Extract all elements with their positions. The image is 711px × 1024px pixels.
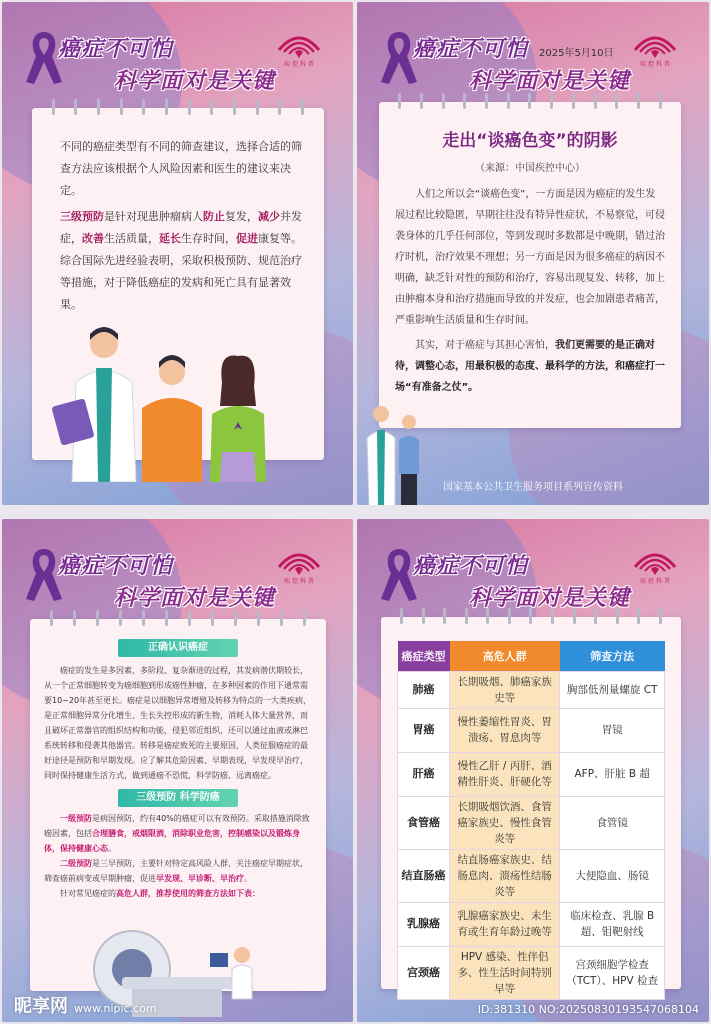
table-row: [398, 708, 665, 752]
cell-type: 乳腺癌: [398, 902, 450, 946]
poster-panel-2: [357, 2, 709, 505]
binder-rings: [30, 610, 326, 626]
binder-rings: [379, 93, 681, 109]
primary-prevention-text: 一级预防是病因预防，约有40%的癌症可以有效预防。采取措施消除致癌因素，包括合理膳食，戒烟限酒，消除职业危害，控制感染以及锻炼身体，保持健康心态。: [44, 814, 310, 853]
footer-text: 国家基本公共卫生服务项目系列宣传资料: [443, 482, 623, 493]
article-paragraph-1: 人们之所以会“谈癌色变”，一方面是因为癌症的发生发展过程比较隐匿，早期往往没有特异性症状，不易察觉，可侵袭身体的几乎任何部位，等到发现时多数都是中晚期，错过治疗时机，治疗效果不理想；另一方面是因为很多癌症的病因不明确，缺乏针对性的预防和治疗，容易出现复发、转移，加上由肿瘤本身和治疗措施而导致的并发症，也会加剧患者痛苦，严重影响生活质量和生存时间。: [395, 189, 665, 326]
understand-cancer-text: 癌症的发生是多因素、多阶段、复杂渐进的过程，其发病潜伏期较长，从一个正常细胞转变为癌细胞到形成癌性肿瘤，在多种因素的作用下通常需要10~20年甚至更长。癌症是以细胞异常增殖及转移为特点的一大类疾病，是正常细胞异常分化增生、生长失控形成的新生物，消耗人体大量营养，而且破坏正常器官的组织结构和功能，侵犯邻近组织，还可以通过血液或淋巴系统转移和侵袭其他器官。转移是癌症致死的主要原因，人类征服癌症的最好途径是预防和早期发现。应了解其危险因素、早期表现，早发现早治疗，同时保持健康生活方式，做到通癌不恐慌，科学防癌、远离癌症。: [44, 666, 312, 780]
poster-panel-1: [2, 2, 353, 505]
table-row: [398, 796, 665, 849]
header-line2: 科学面对是关键: [469, 586, 631, 611]
cell-type: 肝癌: [398, 752, 450, 796]
cell-type: 食管癌: [398, 796, 450, 849]
header-line2: 科学面对是关键: [114, 586, 276, 611]
image-id-watermark: ID:381310 NO:20250830193547068104: [477, 1003, 699, 1016]
header-line1: 癌症不可怕: [58, 37, 174, 62]
cell-type: 结直肠癌: [398, 849, 450, 902]
cell-method: 临床检查、乳腺 B 超、钼靶射线: [560, 902, 665, 946]
cell-risk: 结直肠癌家族史、结肠息肉、溃疡性结肠炎等: [450, 849, 560, 902]
header-line2: 科学面对是关键: [469, 69, 631, 94]
tertiary-prevention-text: 三级预防是针对现患肿瘤病人防止复发，减少并发症，改善生活质量，延长生存时间，促进康复等。综合国际先进经验表明，采取积极预防、规范治疗等措施，对于降低癌症的发病和死亡具有显著效果。: [60, 210, 302, 311]
article-paragraph-2: 其实，对于癌症与其担心害怕，我们更需要的是正确对待，调整心态，用最积极的态度、最科学的方法，和癌症打一场“有准备之仗”。: [395, 340, 665, 393]
note-card: [381, 617, 681, 995]
cell-risk: 慢性乙肝 / 丙肝、酒精性肝炎、肝硬化等: [450, 752, 560, 796]
cell-type: 胃癌: [398, 708, 450, 752]
section-title-three-level-prevention: 三级预防 科学防癌: [118, 789, 238, 807]
cell-type: 宫颈癌: [398, 946, 450, 999]
table-row: [398, 849, 665, 902]
poster-panel-4: [357, 519, 709, 1022]
cdc-logo-icon: [629, 545, 681, 585]
cell-risk: 乳腺癌家族史、未生育或生育年龄过晚等: [450, 902, 560, 946]
col-header-high-risk: 高危人群: [450, 641, 560, 671]
poster-panel-3: [2, 519, 353, 1022]
cdc-logo-icon: [629, 28, 681, 68]
note-card: [379, 102, 681, 428]
doctor-patient-illustration: [361, 402, 431, 505]
cell-risk: 长期吸烟、肺癌家族史等: [450, 671, 560, 708]
table-row: [398, 902, 665, 946]
header-line1: 癌症不可怕: [413, 554, 529, 579]
col-header-screening-method: 筛查方法: [560, 641, 665, 671]
intro-text: 不同的癌症类型有不同的筛查建议，选择合适的筛查方法应该根据个人风险因素和医生的建议来决定。: [60, 140, 302, 197]
cdc-logo-icon: [273, 545, 325, 585]
cell-method: 食管镜: [560, 796, 665, 849]
secondary-prevention-text: 二级预防是三早预防，主要针对特定高风险人群，关注癌症早期症状，筛查癌前病变或早期肿瘤，促进早发现、早诊断、早治疗。: [44, 859, 308, 883]
col-header-cancer-type: 癌症类型: [398, 641, 450, 671]
section-title-understand-cancer: 正确认识癌症: [118, 639, 238, 657]
doctor-and-family-illustration: [52, 322, 292, 482]
article-title: 走出“谈癌色变”的阴影: [442, 131, 618, 151]
cell-type: 肺癌: [398, 671, 450, 708]
header-line2: 科学面对是关键: [114, 69, 276, 94]
table-row: [398, 671, 665, 708]
cell-risk: 慢性萎缩性胃炎、胃溃疡、胃息肉等: [450, 708, 560, 752]
screening-intro-text: 针对常见癌症的高危人群，推荐使用的筛查方法如下表：: [60, 889, 260, 898]
screening-table: [397, 641, 665, 1000]
cell-method: AFP、肝脏 B 超: [560, 752, 665, 796]
cell-risk: HPV 感染、性伴侣多、性生活时间特别早等: [450, 946, 560, 999]
cell-risk: 长期吸烟饮酒、食管癌家族史、慢性食管炎等: [450, 796, 560, 849]
table-row: [398, 752, 665, 796]
header-line1: 癌症不可怕: [58, 554, 174, 579]
binder-rings: [32, 99, 324, 115]
article-source: （来源：中国疾控中心）: [475, 163, 585, 174]
cdc-logo-icon: [273, 28, 325, 68]
cell-method: 胸部低剂量螺旋 CT: [560, 671, 665, 708]
issue-date: 2025年5月10日: [539, 48, 614, 59]
cell-method: 大便隐血、肠镜: [560, 849, 665, 902]
cell-method: 宫颈细胞学检查（TCT）、HPV 检查: [560, 946, 665, 999]
site-watermark: 昵享网 www.nipic.com: [14, 996, 157, 1017]
header-line1: 癌症不可怕: [413, 37, 529, 62]
table-row: [398, 946, 665, 999]
cell-method: 胃镜: [560, 708, 665, 752]
